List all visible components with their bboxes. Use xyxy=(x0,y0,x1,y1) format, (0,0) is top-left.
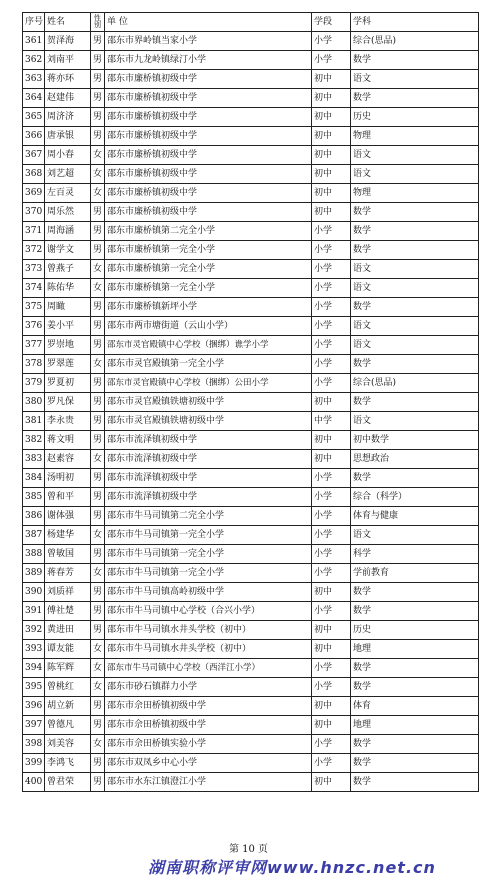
table-row xyxy=(23,602,479,621)
cell-unit: 邵东市廉桥镇初级中学 xyxy=(105,89,312,108)
cell-subject: 语文 xyxy=(351,70,479,89)
cell-sex: 男 xyxy=(91,754,105,773)
cell-subject: 综合(思品) xyxy=(351,374,479,393)
cell-name: 李永贵 xyxy=(45,412,91,431)
cell-subject: 数学 xyxy=(351,659,479,678)
cell-no: 379 xyxy=(23,374,45,393)
cell-no: 394 xyxy=(23,659,45,678)
table-row xyxy=(23,51,479,70)
site-watermark: 湖南职称评审网www.hnzc.net.cn xyxy=(148,858,436,877)
cell-stage: 小学 xyxy=(312,355,351,374)
cell-sex: 女 xyxy=(91,146,105,165)
cell-subject: 历史 xyxy=(351,108,479,127)
cell-sex: 男 xyxy=(91,70,105,89)
cell-sex: 男 xyxy=(91,545,105,564)
cell-unit: 邵东市水东江镇澄江小学 xyxy=(105,773,312,792)
cell-sex: 男 xyxy=(91,412,105,431)
cell-stage: 初中 xyxy=(312,583,351,602)
cell-no: 382 xyxy=(23,431,45,450)
cell-subject: 综合(思品) xyxy=(351,32,479,51)
cell-no: 383 xyxy=(23,450,45,469)
cell-name: 李鸿飞 xyxy=(45,754,91,773)
table-row xyxy=(23,488,479,507)
cell-name: 谢学文 xyxy=(45,241,91,260)
cell-subject: 语文 xyxy=(351,165,479,184)
cell-sex: 男 xyxy=(91,203,105,222)
cell-no: 372 xyxy=(23,241,45,260)
cell-subject: 数学 xyxy=(351,241,479,260)
cell-subject: 语文 xyxy=(351,526,479,545)
cell-unit: 邵东市廉桥镇初级中学 xyxy=(105,203,312,222)
cell-subject: 数学 xyxy=(351,678,479,697)
cell-sex: 男 xyxy=(91,108,105,127)
cell-name: 曾和平 xyxy=(45,488,91,507)
cell-no: 361 xyxy=(23,32,45,51)
cell-no: 390 xyxy=(23,583,45,602)
cell-subject: 数学 xyxy=(351,89,479,108)
cell-unit: 邵东市灵官殿镇中心学校（捆绑）公田小学 xyxy=(105,374,312,393)
cell-subject: 物理 xyxy=(351,184,479,203)
cell-name: 刘南平 xyxy=(45,51,91,70)
cell-unit: 邵东市廉桥镇初级中学 xyxy=(105,127,312,146)
cell-name: 罗翠莲 xyxy=(45,355,91,374)
cell-subject: 科学 xyxy=(351,545,479,564)
cell-subject: 数学 xyxy=(351,298,479,317)
cell-name: 陈佑华 xyxy=(45,279,91,298)
table-row xyxy=(23,431,479,450)
cell-sex: 女 xyxy=(91,659,105,678)
table-row xyxy=(23,583,479,602)
header-name: 姓名 xyxy=(45,13,91,32)
cell-unit: 邵东市廉桥镇第一完全小学 xyxy=(105,241,312,260)
cell-stage: 小学 xyxy=(312,336,351,355)
cell-stage: 小学 xyxy=(312,488,351,507)
cell-sex: 男 xyxy=(91,32,105,51)
cell-stage: 小学 xyxy=(312,602,351,621)
cell-unit: 邵东市流泽镇初级中学 xyxy=(105,469,312,488)
cell-name: 罗夏初 xyxy=(45,374,91,393)
cell-unit: 邵东市灵官殿镇铁塘初级中学 xyxy=(105,393,312,412)
cell-subject: 数学 xyxy=(351,602,479,621)
cell-stage: 初中 xyxy=(312,773,351,792)
table-row xyxy=(23,317,479,336)
cell-stage: 初中 xyxy=(312,184,351,203)
cell-no: 386 xyxy=(23,507,45,526)
header-stage: 学段 xyxy=(312,13,351,32)
cell-subject: 语文 xyxy=(351,260,479,279)
cell-no: 384 xyxy=(23,469,45,488)
cell-no: 370 xyxy=(23,203,45,222)
cell-name: 唐承银 xyxy=(45,127,91,146)
cell-unit: 邵东市佘田桥镇初级中学 xyxy=(105,697,312,716)
cell-no: 397 xyxy=(23,716,45,735)
cell-no: 398 xyxy=(23,735,45,754)
table-row xyxy=(23,659,479,678)
cell-no: 387 xyxy=(23,526,45,545)
cell-sex: 女 xyxy=(91,735,105,754)
cell-sex: 男 xyxy=(91,716,105,735)
cell-subject: 综合（科学） xyxy=(351,488,479,507)
cell-name: 周海涵 xyxy=(45,222,91,241)
cell-subject: 体育 xyxy=(351,697,479,716)
cell-subject: 数学 xyxy=(351,735,479,754)
cell-stage: 初中 xyxy=(312,450,351,469)
cell-name: 赵建伟 xyxy=(45,89,91,108)
cell-unit: 邵东市廉桥镇初级中学 xyxy=(105,165,312,184)
cell-subject: 数学 xyxy=(351,393,479,412)
table-row xyxy=(23,108,479,127)
cell-no: 381 xyxy=(23,412,45,431)
table-row xyxy=(23,697,479,716)
cell-unit: 邵东市廉桥镇第一完全小学 xyxy=(105,279,312,298)
cell-name: 姜小平 xyxy=(45,317,91,336)
cell-no: 388 xyxy=(23,545,45,564)
table-row xyxy=(23,127,479,146)
table-row xyxy=(23,773,479,792)
cell-sex: 女 xyxy=(91,260,105,279)
cell-no: 371 xyxy=(23,222,45,241)
cell-subject: 物理 xyxy=(351,127,479,146)
table-row xyxy=(23,279,479,298)
table-header-row xyxy=(23,13,479,32)
cell-stage: 初中 xyxy=(312,203,351,222)
cell-unit: 邵东市佘田桥镇初级中学 xyxy=(105,716,312,735)
cell-name: 曾燕子 xyxy=(45,260,91,279)
cell-no: 367 xyxy=(23,146,45,165)
cell-no: 368 xyxy=(23,165,45,184)
cell-unit: 邵东市廉桥镇初级中学 xyxy=(105,108,312,127)
cell-name: 周瞰 xyxy=(45,298,91,317)
cell-no: 375 xyxy=(23,298,45,317)
cell-subject: 数学 xyxy=(351,773,479,792)
cell-subject: 地理 xyxy=(351,716,479,735)
cell-subject: 语文 xyxy=(351,317,479,336)
header-subject: 学科 xyxy=(351,13,479,32)
cell-unit: 邵东市佘田桥镇实验小学 xyxy=(105,735,312,754)
table-row xyxy=(23,355,479,374)
cell-no: 366 xyxy=(23,127,45,146)
cell-sex: 男 xyxy=(91,241,105,260)
cell-no: 369 xyxy=(23,184,45,203)
cell-name: 曾敏国 xyxy=(45,545,91,564)
cell-no: 399 xyxy=(23,754,45,773)
cell-stage: 小学 xyxy=(312,317,351,336)
cell-stage: 小学 xyxy=(312,51,351,70)
cell-stage: 小学 xyxy=(312,754,351,773)
cell-name: 周乐然 xyxy=(45,203,91,222)
table-row xyxy=(23,165,479,184)
table-row xyxy=(23,70,479,89)
cell-stage: 初中 xyxy=(312,393,351,412)
cell-subject: 数学 xyxy=(351,222,479,241)
cell-sex: 女 xyxy=(91,279,105,298)
cell-unit: 邵东市牛马司镇中心学校（合兴小学） xyxy=(105,602,312,621)
cell-sex: 男 xyxy=(91,127,105,146)
cell-stage: 小学 xyxy=(312,659,351,678)
cell-unit: 邵东市牛马司镇高岭初级中学 xyxy=(105,583,312,602)
cell-name: 汤明初 xyxy=(45,469,91,488)
cell-unit: 邵东市牛马司镇中心学校（西洋江小学） xyxy=(105,659,312,678)
cell-stage: 初中 xyxy=(312,108,351,127)
cell-sex: 男 xyxy=(91,51,105,70)
cell-unit: 邵东市灵官殿镇第一完全小学 xyxy=(105,355,312,374)
roster-table xyxy=(22,12,479,792)
cell-sex: 男 xyxy=(91,697,105,716)
cell-name: 胡立新 xyxy=(45,697,91,716)
table-row xyxy=(23,393,479,412)
cell-subject: 数学 xyxy=(351,754,479,773)
table-row xyxy=(23,298,479,317)
cell-sex: 男 xyxy=(91,621,105,640)
cell-sex: 男 xyxy=(91,374,105,393)
page-number: 第 10 页 xyxy=(228,844,269,855)
cell-stage: 小学 xyxy=(312,279,351,298)
cell-subject: 学前教育 xyxy=(351,564,479,583)
table-row xyxy=(23,621,479,640)
cell-stage: 小学 xyxy=(312,526,351,545)
table-row xyxy=(23,469,479,488)
cell-name: 杨建华 xyxy=(45,526,91,545)
cell-no: 380 xyxy=(23,393,45,412)
cell-subject: 地理 xyxy=(351,640,479,659)
cell-name: 陈军辉 xyxy=(45,659,91,678)
cell-stage: 小学 xyxy=(312,545,351,564)
table-row xyxy=(23,507,479,526)
cell-unit: 邵东市廉桥镇第一完全小学 xyxy=(105,260,312,279)
cell-stage: 小学 xyxy=(312,678,351,697)
header-sex: 性别 xyxy=(91,13,105,32)
table-row xyxy=(23,260,479,279)
cell-no: 400 xyxy=(23,773,45,792)
cell-no: 365 xyxy=(23,108,45,127)
cell-unit: 邵东市牛马司镇水井头学校（初中） xyxy=(105,640,312,659)
cell-unit: 邵东市牛马司镇第一完全小学 xyxy=(105,564,312,583)
cell-stage: 初中 xyxy=(312,127,351,146)
cell-unit: 邵东市牛马司镇第一完全小学 xyxy=(105,526,312,545)
cell-no: 389 xyxy=(23,564,45,583)
cell-no: 376 xyxy=(23,317,45,336)
cell-unit: 邵东市流泽镇初级中学 xyxy=(105,431,312,450)
cell-stage: 小学 xyxy=(312,260,351,279)
cell-subject: 历史 xyxy=(351,621,479,640)
cell-name: 黄进田 xyxy=(45,621,91,640)
cell-name: 贺泽海 xyxy=(45,32,91,51)
cell-sex: 男 xyxy=(91,89,105,108)
cell-stage: 小学 xyxy=(312,735,351,754)
cell-name: 谭友能 xyxy=(45,640,91,659)
cell-sex: 女 xyxy=(91,640,105,659)
cell-unit: 邵东市流泽镇初级中学 xyxy=(105,488,312,507)
cell-no: 363 xyxy=(23,70,45,89)
cell-unit: 邵东市流泽镇初级中学 xyxy=(105,450,312,469)
cell-subject: 数学 xyxy=(351,355,479,374)
cell-no: 373 xyxy=(23,260,45,279)
cell-unit: 邵东市牛马司镇第一完全小学 xyxy=(105,545,312,564)
document-page xyxy=(22,12,478,792)
cell-sex: 男 xyxy=(91,336,105,355)
table-row xyxy=(23,564,479,583)
cell-no: 364 xyxy=(23,89,45,108)
cell-sex: 女 xyxy=(91,526,105,545)
table-row xyxy=(23,735,479,754)
cell-sex: 女 xyxy=(91,184,105,203)
table-row xyxy=(23,184,479,203)
cell-sex: 女 xyxy=(91,165,105,184)
cell-no: 374 xyxy=(23,279,45,298)
cell-name: 曾德凡 xyxy=(45,716,91,735)
cell-sex: 男 xyxy=(91,469,105,488)
cell-name: 曾桃红 xyxy=(45,678,91,697)
cell-stage: 初中 xyxy=(312,716,351,735)
cell-sex: 女 xyxy=(91,450,105,469)
cell-subject: 语文 xyxy=(351,146,479,165)
cell-stage: 小学 xyxy=(312,32,351,51)
cell-name: 刘美容 xyxy=(45,735,91,754)
cell-no: 395 xyxy=(23,678,45,697)
cell-unit: 邵东市界岭镇当家小学 xyxy=(105,32,312,51)
cell-name: 蒋亦环 xyxy=(45,70,91,89)
cell-unit: 邵东市砂石镇群力小学 xyxy=(105,678,312,697)
cell-unit: 邵东市廉桥镇第二完全小学 xyxy=(105,222,312,241)
cell-stage: 小学 xyxy=(312,564,351,583)
cell-stage: 小学 xyxy=(312,241,351,260)
table-row xyxy=(23,32,479,51)
table-row xyxy=(23,222,479,241)
cell-name: 曾君荣 xyxy=(45,773,91,792)
cell-sex: 男 xyxy=(91,222,105,241)
cell-sex: 男 xyxy=(91,317,105,336)
cell-stage: 初中 xyxy=(312,70,351,89)
table-row xyxy=(23,678,479,697)
cell-unit: 邵东市灵官殿镇铁塘初级中学 xyxy=(105,412,312,431)
cell-sex: 男 xyxy=(91,773,105,792)
table-row xyxy=(23,545,479,564)
cell-sex: 男 xyxy=(91,298,105,317)
cell-sex: 女 xyxy=(91,564,105,583)
table-row xyxy=(23,374,479,393)
table-row xyxy=(23,336,479,355)
cell-unit: 邵东市九龙岭镇绿汀小学 xyxy=(105,51,312,70)
cell-stage: 初中 xyxy=(312,697,351,716)
cell-sex: 男 xyxy=(91,583,105,602)
cell-no: 392 xyxy=(23,621,45,640)
table-row xyxy=(23,412,479,431)
cell-sex: 男 xyxy=(91,602,105,621)
cell-no: 391 xyxy=(23,602,45,621)
cell-stage: 中学 xyxy=(312,412,351,431)
table-row xyxy=(23,716,479,735)
cell-no: 378 xyxy=(23,355,45,374)
table-row xyxy=(23,754,479,773)
cell-unit: 邵东市双凤乡中心小学 xyxy=(105,754,312,773)
cell-subject: 语文 xyxy=(351,336,479,355)
cell-name: 傅社楚 xyxy=(45,602,91,621)
header-unit: 单 位 xyxy=(105,13,312,32)
cell-subject: 语文 xyxy=(351,412,479,431)
cell-name: 罗凡保 xyxy=(45,393,91,412)
table-row xyxy=(23,146,479,165)
cell-unit: 邵东市牛马司镇水井头学校（初中） xyxy=(105,621,312,640)
table-row xyxy=(23,450,479,469)
cell-unit: 邵东市廉桥镇初级中学 xyxy=(105,184,312,203)
cell-name: 蒋文明 xyxy=(45,431,91,450)
cell-no: 385 xyxy=(23,488,45,507)
cell-stage: 初中 xyxy=(312,89,351,108)
cell-sex: 男 xyxy=(91,507,105,526)
cell-stage: 初中 xyxy=(312,146,351,165)
cell-subject: 数学 xyxy=(351,469,479,488)
cell-no: 362 xyxy=(23,51,45,70)
cell-unit: 邵东市廉桥镇初级中学 xyxy=(105,146,312,165)
cell-sex: 男 xyxy=(91,431,105,450)
cell-subject: 思想政治 xyxy=(351,450,479,469)
cell-subject: 语文 xyxy=(351,279,479,298)
cell-stage: 小学 xyxy=(312,298,351,317)
cell-subject: 数学 xyxy=(351,51,479,70)
cell-subject: 数学 xyxy=(351,203,479,222)
table-row xyxy=(23,526,479,545)
cell-unit: 邵东市廉桥镇初级中学 xyxy=(105,70,312,89)
cell-stage: 小学 xyxy=(312,469,351,488)
cell-name: 赵素容 xyxy=(45,450,91,469)
cell-name: 蒋春芳 xyxy=(45,564,91,583)
cell-stage: 初中 xyxy=(312,640,351,659)
cell-name: 周小春 xyxy=(45,146,91,165)
table-row xyxy=(23,640,479,659)
cell-stage: 小学 xyxy=(312,222,351,241)
cell-name: 周济济 xyxy=(45,108,91,127)
header-no: 序号 xyxy=(23,13,45,32)
cell-sex: 女 xyxy=(91,355,105,374)
table-row xyxy=(23,203,479,222)
cell-unit: 邵东市两市塘街道（云山小学） xyxy=(105,317,312,336)
table-body xyxy=(23,32,479,792)
cell-name: 刘艺超 xyxy=(45,165,91,184)
cell-subject: 数学 xyxy=(351,583,479,602)
cell-stage: 初中 xyxy=(312,621,351,640)
cell-sex: 男 xyxy=(91,393,105,412)
cell-stage: 小学 xyxy=(312,507,351,526)
cell-stage: 初中 xyxy=(312,431,351,450)
table-row xyxy=(23,241,479,260)
cell-no: 396 xyxy=(23,697,45,716)
cell-unit: 邵东市灵官殿镇中心学校（捆绑）谯学小学 xyxy=(105,336,312,355)
table-row xyxy=(23,89,479,108)
cell-stage: 初中 xyxy=(312,165,351,184)
cell-unit: 邵东市牛马司镇第二完全小学 xyxy=(105,507,312,526)
cell-subject: 体育与健康 xyxy=(351,507,479,526)
cell-name: 刘质祥 xyxy=(45,583,91,602)
cell-name: 左百灵 xyxy=(45,184,91,203)
cell-no: 377 xyxy=(23,336,45,355)
cell-sex: 女 xyxy=(91,678,105,697)
cell-name: 罗崇地 xyxy=(45,336,91,355)
cell-stage: 小学 xyxy=(312,374,351,393)
cell-sex: 男 xyxy=(91,488,105,507)
cell-no: 393 xyxy=(23,640,45,659)
cell-subject: 初中数学 xyxy=(351,431,479,450)
cell-name: 谢体强 xyxy=(45,507,91,526)
cell-unit: 邵东市廉桥镇新坪小学 xyxy=(105,298,312,317)
